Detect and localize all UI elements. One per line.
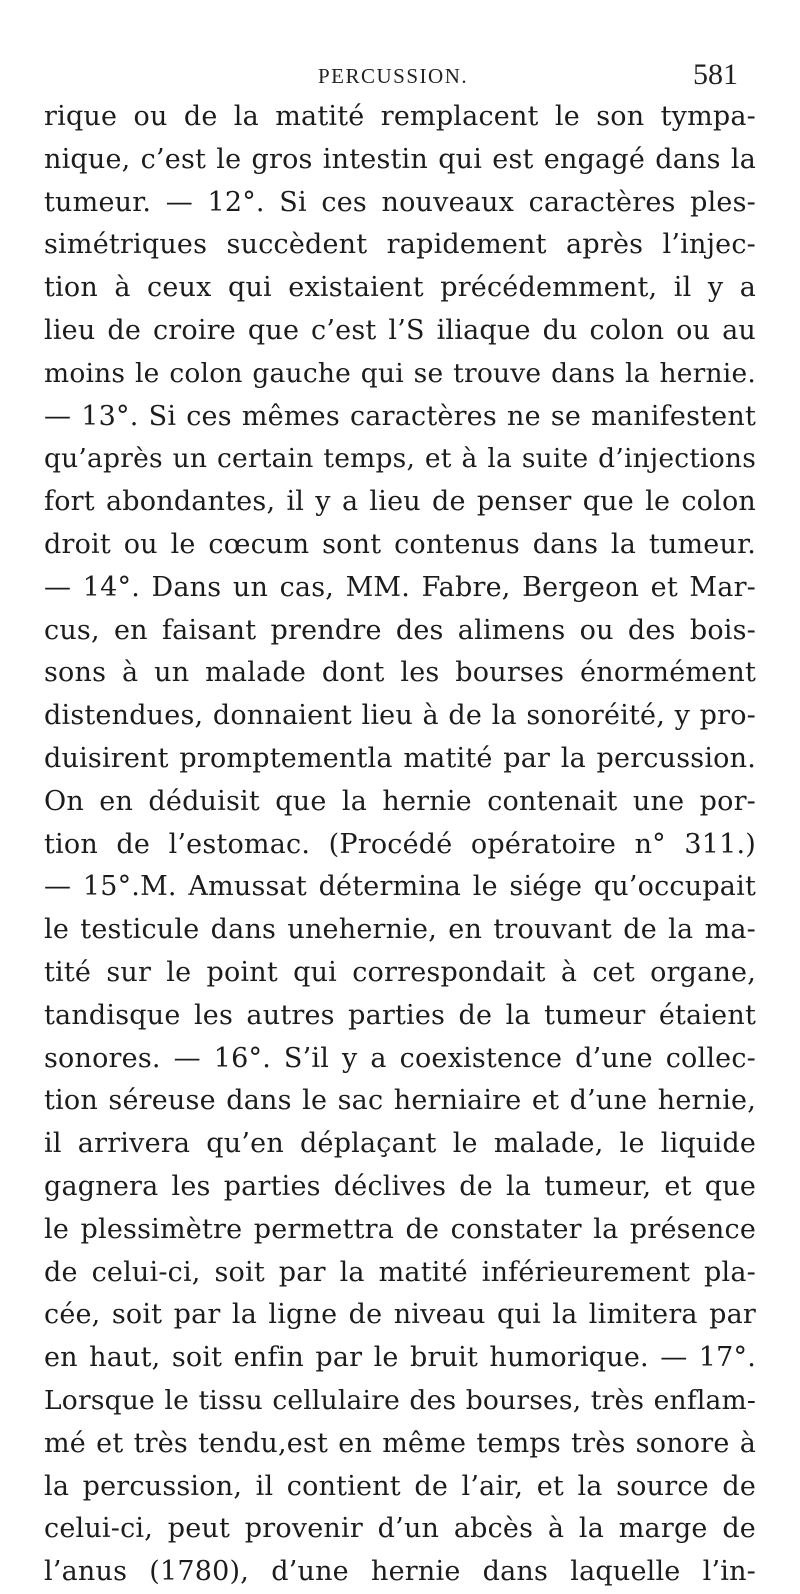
running-title: PERCUSSION. bbox=[318, 64, 469, 88]
text-line: On en déduisit que la hernie contenait une por- bbox=[44, 785, 756, 817]
text-line: tité sur le point qui correspondait à cet organe, bbox=[44, 956, 756, 988]
text-line: tion séreuse dans le sac herniaire et d’une hernie, bbox=[44, 1085, 756, 1117]
text-line: Lorsque le tissu cellulaire des bourses, très enflam- bbox=[44, 1384, 756, 1416]
text-line: tandisque les autres parties de la tumeur étaient bbox=[44, 999, 756, 1031]
text-line: l’anus (1780), d’une hernie dans laquelle l’in- bbox=[44, 1556, 756, 1588]
text-line: sonores. — 16°. S’il y a coexistence d’une collec- bbox=[44, 1042, 756, 1074]
text-line: rique ou de la matité remplacent le son tympa- bbox=[44, 101, 756, 132]
text-line: nique, c’est le gros intestin qui est engagé dans la bbox=[44, 143, 756, 175]
text-line: — 15°.M. Amussat détermina le siége qu’occupait bbox=[44, 871, 756, 903]
page-number: 581 bbox=[693, 58, 738, 91]
text-line: tumeur. — 12°. Si ces nouveaux caractères ples- bbox=[44, 186, 756, 218]
text-line: duisirent promptementla matité par la percussion. bbox=[44, 742, 756, 774]
text-line: distendues, donnaient lieu à de la sonoréité, y pro- bbox=[44, 700, 756, 732]
text-line: la percussion, il contient de l’air, et la source de bbox=[44, 1470, 756, 1502]
text-line: de celui-ci, soit par la matité inférieurement pla- bbox=[44, 1256, 756, 1288]
body-text bbox=[44, 96, 756, 1594]
text-line: — 13°. Si ces mêmes caractères ne se manifestent bbox=[44, 400, 756, 432]
text-line: sons à un malade dont les bourses énormément bbox=[44, 657, 756, 689]
text-line: fort abondantes, il y a lieu de penser que le colon bbox=[44, 486, 756, 518]
text-line: lieu de croire que c’est l’S iliaque du colon ou au bbox=[44, 314, 756, 346]
text-line: tion de l’estomac. (Procédé opératoire n° 311.) bbox=[44, 828, 756, 860]
text-line: simétriques succèdent rapidement après l’injec- bbox=[44, 229, 756, 261]
text-line: droit ou le cœcum sont contenus dans la tumeur. bbox=[44, 528, 756, 560]
text-line: mé et très tendu,est en même temps très sonore à bbox=[44, 1427, 756, 1459]
text-line: le testicule dans unehernie, en trouvant de la ma- bbox=[44, 914, 756, 946]
text-line: il arrivera qu’en déplaçant le malade, le liquide bbox=[44, 1128, 756, 1160]
text-line: moins le colon gauche qui se trouve dans la hernie. bbox=[44, 357, 756, 389]
text-line: — 14°. Dans un cas, MM. Fabre, Bergeon et Mar- bbox=[44, 571, 756, 603]
text-line: tion à ceux qui existaient précédemment, il y a bbox=[44, 272, 756, 304]
text-line: qu’après un certain temps, et à la suite d’injections bbox=[44, 443, 756, 475]
running-head bbox=[0, 58, 800, 98]
text-line: celui-ci, peut provenir d’un abcès à la marge de bbox=[44, 1513, 756, 1545]
text-line: cus, en faisant prendre des alimens ou des bois- bbox=[44, 614, 756, 646]
text-line: en haut, soit enfin par le bruit humorique. — 17°. bbox=[44, 1342, 756, 1374]
text-line: gagnera les parties déclives de la tumeur, et que bbox=[44, 1170, 756, 1202]
text-line: cée, soit par la ligne de niveau qui la limitera par bbox=[44, 1299, 756, 1331]
text-line: le plessimètre permettra de constater la présence bbox=[44, 1213, 756, 1245]
